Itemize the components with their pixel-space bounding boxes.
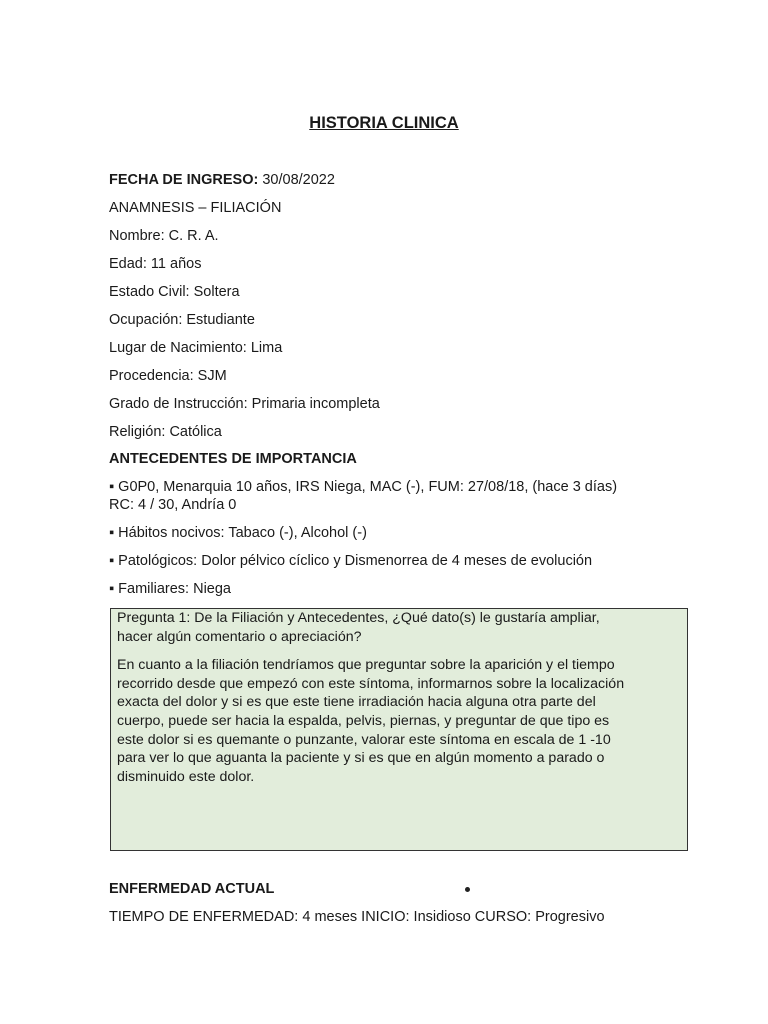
religion-field: Religión: Católica [109, 424, 222, 440]
question-line-2: hacer algún comentario o apreciación? [117, 628, 362, 645]
filiacion-heading: ANAMNESIS – FILIACIÓN [109, 200, 282, 216]
patologicos: ▪ Patológicos: Dolor pélvico cíclico y Dismenorrea de 4 meses de evolución [109, 553, 593, 569]
gineco-obstetricos-line2: RC: 4 / 30, Andría 0 [109, 497, 237, 513]
familiares: ▪ Familiares: Niega [109, 581, 231, 597]
answer-line: cuerpo, puede ser hacia la espalda, pelvis, piernas, y preguntar de que tipo es [117, 712, 610, 729]
habitos-nocivos: ▪ Hábitos nocivos: Tabaco (-), Alcohol (-) [109, 525, 367, 541]
estado-civil-field: Estado Civil: Soltera [109, 284, 240, 300]
fecha-label: FECHA DE INGRESO: [109, 172, 259, 188]
document-title: HISTORIA CLINICA [309, 114, 459, 132]
lugar-nacimiento-field: Lugar de Nacimiento: Lima [109, 340, 283, 356]
answer-line: este dolor si es quemante o punzante, valorar este síntoma en escala de 1 -10 [117, 731, 611, 748]
nombre-field: Nombre: C. R. A. [109, 228, 219, 244]
question-box [110, 608, 688, 851]
gineco-obstetricos-line1: ▪ G0P0, Menarquia 10 años, IRS Niega, MAC (-), FUM: 27/08/18, (hace 3 días) [109, 479, 618, 495]
fecha-ingreso [109, 172, 335, 188]
tiempo-enfermedad: TIEMPO DE ENFERMEDAD: 4 meses INICIO: Insidioso CURSO: Progresivo [109, 909, 605, 925]
answer-text [117, 656, 681, 786]
answer-line: para ver lo que aguanta la paciente y si es que en algún momento a parado o [117, 750, 605, 767]
ocupacion-field: Ocupación: Estudiante [109, 312, 255, 328]
answer-line: En cuanto a la filiación tendríamos que preguntar sobre la aparición y el tiempo [117, 657, 615, 674]
edad-field: Edad: 11 años [109, 256, 202, 272]
grado-instruccion-field: Grado de Instrucción: Primaria incompleta [109, 396, 380, 412]
answer-line: disminuido este dolor. [117, 768, 255, 785]
answer-line: recorrido desde que empezó con este síntoma, informarnos sobre la localización [117, 675, 625, 692]
procedencia-field: Procedencia: SJM [109, 368, 227, 384]
fecha-value: 30/08/2022 [262, 172, 335, 188]
question-line-1: Pregunta 1: De la Filiación y Antecedentes, ¿Qué dato(s) le gustaría ampliar, [117, 610, 600, 626]
bullet-dot-icon [465, 887, 470, 892]
answer-line: exacta del dolor y si es que este tiene irradiación hacia alguna otra parte del [117, 694, 596, 711]
antecedentes-heading: ANTECEDENTES DE IMPORTANCIA [109, 451, 357, 467]
enfermedad-actual-heading: ENFERMEDAD ACTUAL [109, 881, 275, 897]
